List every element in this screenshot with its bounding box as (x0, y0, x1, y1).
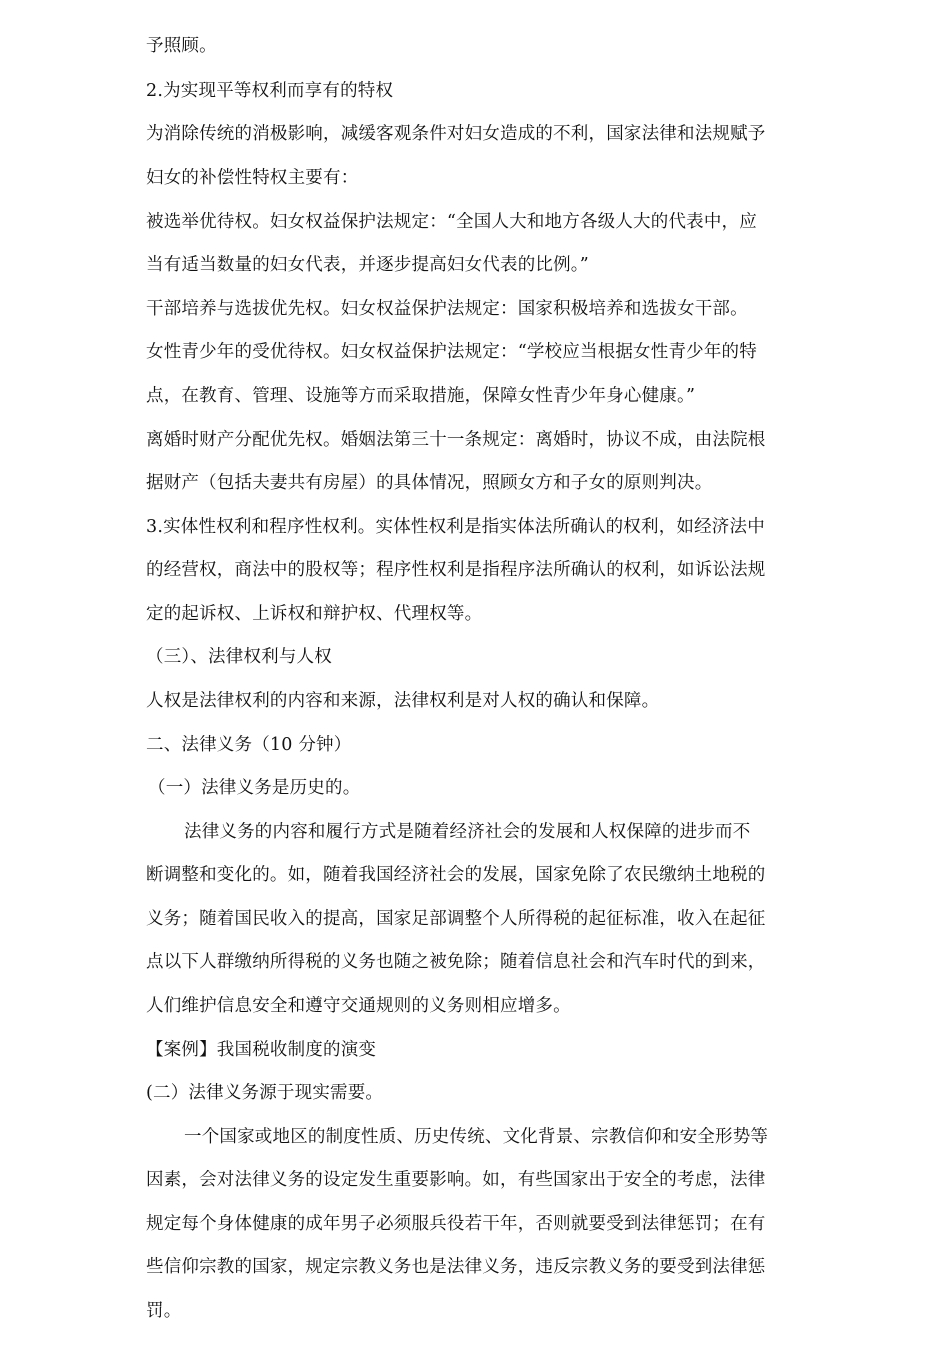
text-line: 3.实体性权利和程序性权利。实体性权利是指实体法所确认的权利，如经济法中 (146, 517, 765, 537)
text-line: 人权是法律权利的内容和来源，法律权利是对人权的确认和保障。 (146, 691, 660, 711)
text-line: 当有适当数量的妇女代表，并逐步提高妇女代表的比例。” (146, 255, 589, 275)
text-line: 规定每个身体健康的成年男子必须服兵役若干年，否则就要受到法律惩罚；在有 (146, 1214, 766, 1234)
text-line: 点，在教育、管理、设施等方而采取措施，保障女性青少年身心健康。” (146, 386, 696, 406)
subheading-line: (二）法律义务源于现实需要。 (146, 1083, 384, 1103)
text-line: 为消除传统的消极影响，减缓客观条件对妇女造成的不利，国家法律和法规赋予 (146, 124, 766, 144)
subheading-line: （三）、法律权利与人权 (146, 647, 332, 667)
text-line: 妇女的补偿性特权主要有： (146, 168, 359, 188)
heading-line: 二、法律义务（10 分钟） (146, 735, 352, 755)
text-line: 女性青少年的受优待权。妇女权益保护法规定：“学校应当根据女性青少年的特 (146, 342, 757, 362)
text-line: 断调整和变化的。如，随着我国经济社会的发展，国家免除了农民缴纳土地税的 (146, 865, 766, 885)
case-line: 【案例】我国税收制度的演变 (146, 1040, 377, 1060)
text-line: 因素，会对法律义务的设定发生重要影响。如，有些国家出于安全的考虑，法律 (146, 1170, 766, 1190)
text-line: 离婚时财产分配优先权。婚姻法第三十一条规定：离婚时，协议不成，由法院根 (146, 430, 766, 450)
text-line: 干部培养与选拔优先权。妇女权益保护法规定：国家积极培养和选拔女干部。 (146, 299, 748, 319)
subheading-line: （一）法律义务是历史的。 (148, 778, 361, 798)
paragraph-first-line: 法律义务的内容和履行方式是随着经济社会的发展和人权保障的进步而不 (184, 822, 751, 842)
text-line: 罚。 (146, 1301, 182, 1321)
text-line: 点以下人群缴纳所得税的义务也随之被免除；随着信息社会和汽车时代的到来， (146, 952, 766, 972)
text-line: 义务；随着国民收入的提高，国家足部调整个人所得税的起征标准，收入在起征 (146, 909, 766, 929)
text-line: 予照顾。 (146, 36, 217, 56)
subheading-line: 2.为实现平等权利而享有的特权 (146, 81, 394, 101)
text-line: 定的起诉权、上诉权和辩护权、代理权等。 (146, 604, 483, 624)
text-line: 被选举优待权。妇女权益保护法规定：“全国人大和地方各级人大的代表中，应 (146, 212, 757, 232)
paragraph-first-line: 一个国家或地区的制度性质、历史传统、文化背景、宗教信仰和安全形势等 (184, 1127, 769, 1147)
text-line: 据财产（包括夫妻共有房屋）的具体情况，照顾女方和子女的原则判决。 (146, 473, 713, 493)
text-line: 些信仰宗教的国家，规定宗教义务也是法律义务，违反宗教义务的要受到法律惩 (146, 1257, 766, 1277)
text-line: 的经营权，商法中的股权等；程序性权利是指程序法所确认的权利，如诉讼法规 (146, 560, 766, 580)
text-line: 人们维护信息安全和遵守交通规则的义务则相应增多。 (146, 996, 571, 1016)
